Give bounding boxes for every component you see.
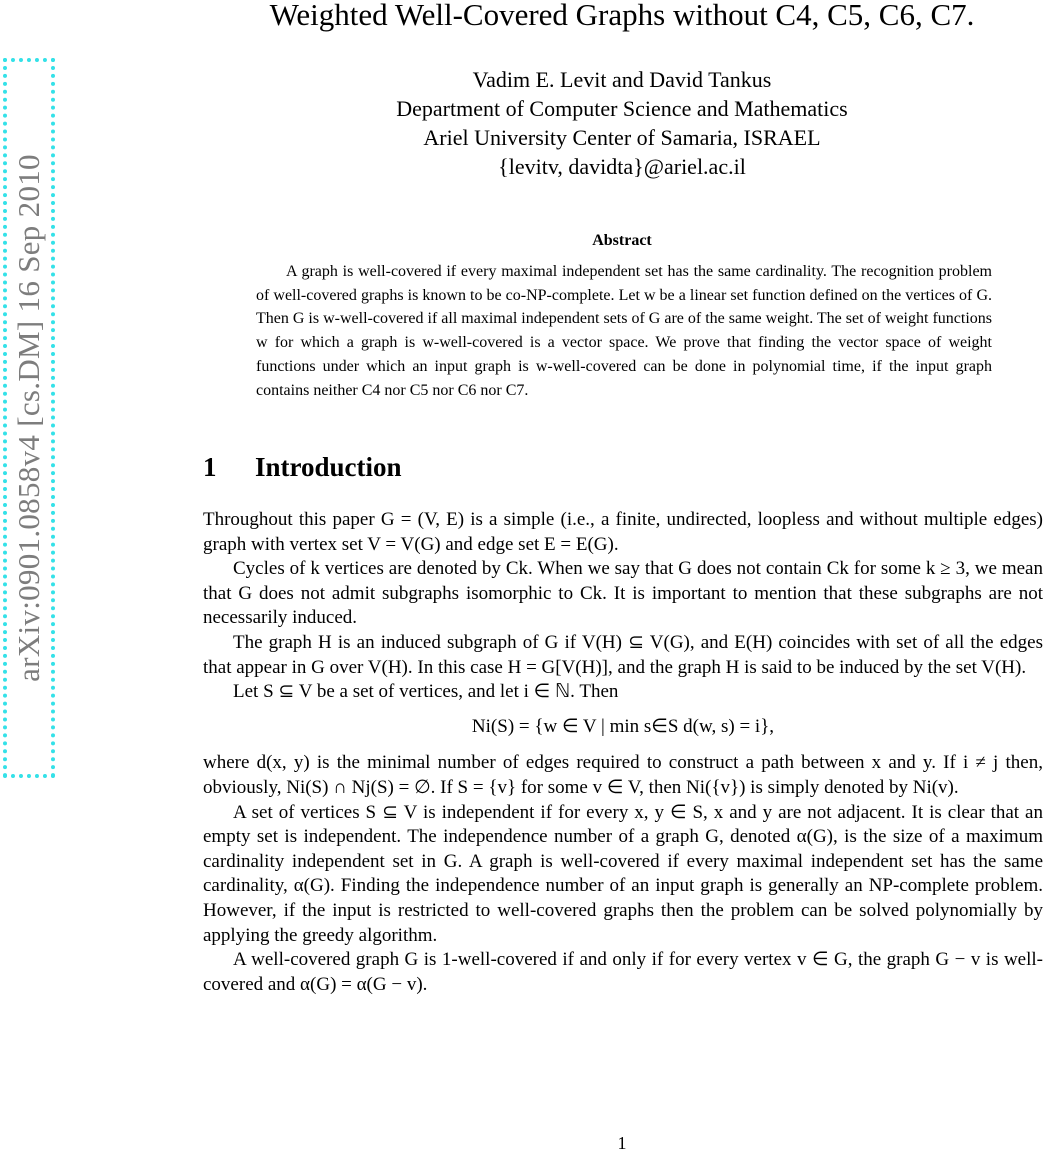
section-number: 1 bbox=[203, 452, 217, 482]
abstract-text: A graph is well-covered if every maximal independent set has the same cardinality. The recognition problem of well-covered graphs is known to be co-NP-complete. Let w be a linear set function defined on the vertices of G. Then G is w-well-covered if all maximal independent sets of G are of the same weight. The set of weight functions w for which a graph is w-well-covered is a vector space. We prove that finding the vector space of weight functions under which an input graph is w-well-covered can be done in polynomial time, if the input graph contains neither C4 nor C5 nor C6 nor C7. bbox=[256, 263, 992, 399]
paragraph-independent-set: A set of vertices S ⊆ V is independent if for every x, y ∈ S, x and y are not adjacent. It is clear that an empty set is independent. The independence number of a graph G, denoted α(G), is the size of a maximum cardinality independent set in G. A graph is well-covered if every maximal independent set has the same cardinality, α(G). Finding the independence number of an input graph is generally an NP-complete problem. However, if the input is restricted to well-covered graphs then the problem can be solved polynomially by applying the greedy algorithm. bbox=[203, 801, 1043, 946]
section-title: Introduction bbox=[255, 452, 402, 482]
author-email: {levitv, davidta}@ariel.ac.il bbox=[498, 154, 746, 179]
paragraph-one-well-covered: A well-covered graph G is 1-well-covered if and only if for every vertex v ∈ G, the graph G − v is well-covered and α(G) = α(G − v). bbox=[203, 949, 1043, 995]
author-department: Department of Computer Science and Mathematics bbox=[396, 96, 848, 121]
page-number: 1 bbox=[617, 1133, 627, 1153]
arxiv-identifier: arXiv:0901.0858v4 [cs.DM] 16 Sep 2010 bbox=[11, 154, 46, 682]
paragraph-vertex-set: Let S ⊆ V be a set of vertices, and let i ∈ ℕ. Then bbox=[233, 681, 619, 703]
author-institution: Ariel University Center of Samaria, ISRAEL bbox=[423, 125, 821, 150]
paper-title: Weighted Well-Covered Graphs without C4, C5, C6, C7. bbox=[269, 0, 975, 32]
abstract-heading: Abstract bbox=[592, 232, 652, 249]
section-body bbox=[203, 508, 1043, 997]
equation-neighborhood: Ni(S) = {w ∈ V | min s∈S d(w, s) = i}, bbox=[471, 715, 775, 737]
paragraph-graph-definition: Throughout this paper G = (V, E) is a simple (i.e., a finite, undirected, loopless and without multiple edges) graph with vertex set V = V(G) and edge set E = E(G). bbox=[203, 509, 1043, 555]
paragraph-cycles: Cycles of k vertices are denoted by Ck. When we say that G does not contain Ck for some k ≥ 3, we mean that G does not admit subgraphs isomorphic to Ck. It is important to mention that these subgraphs are not necessarily induced. bbox=[203, 558, 1043, 629]
paragraph-distance: where d(x, y) is the minimal number of edges required to construct a path between x and y. If i ≠ j then, obviously, Ni(S) ∩ Nj(S) = ∅. If S = {v} for some v ∈ V, then Ni({v}) is simply denoted by Ni(v). bbox=[203, 752, 1043, 798]
section-heading bbox=[203, 452, 402, 483]
paragraph-induced-subgraph: The graph H is an induced subgraph of G if V(H) ⊆ V(G), and E(H) coincides with set of all the edges that appear in G over V(H). In this case H = G[V(H)], and the graph H is said to be induced by the set V(H). bbox=[203, 631, 1043, 678]
author-block bbox=[200, 65, 1044, 181]
arxiv-stamp bbox=[3, 58, 55, 778]
author-names: Vadim E. Levit and David Tankus bbox=[472, 67, 772, 92]
